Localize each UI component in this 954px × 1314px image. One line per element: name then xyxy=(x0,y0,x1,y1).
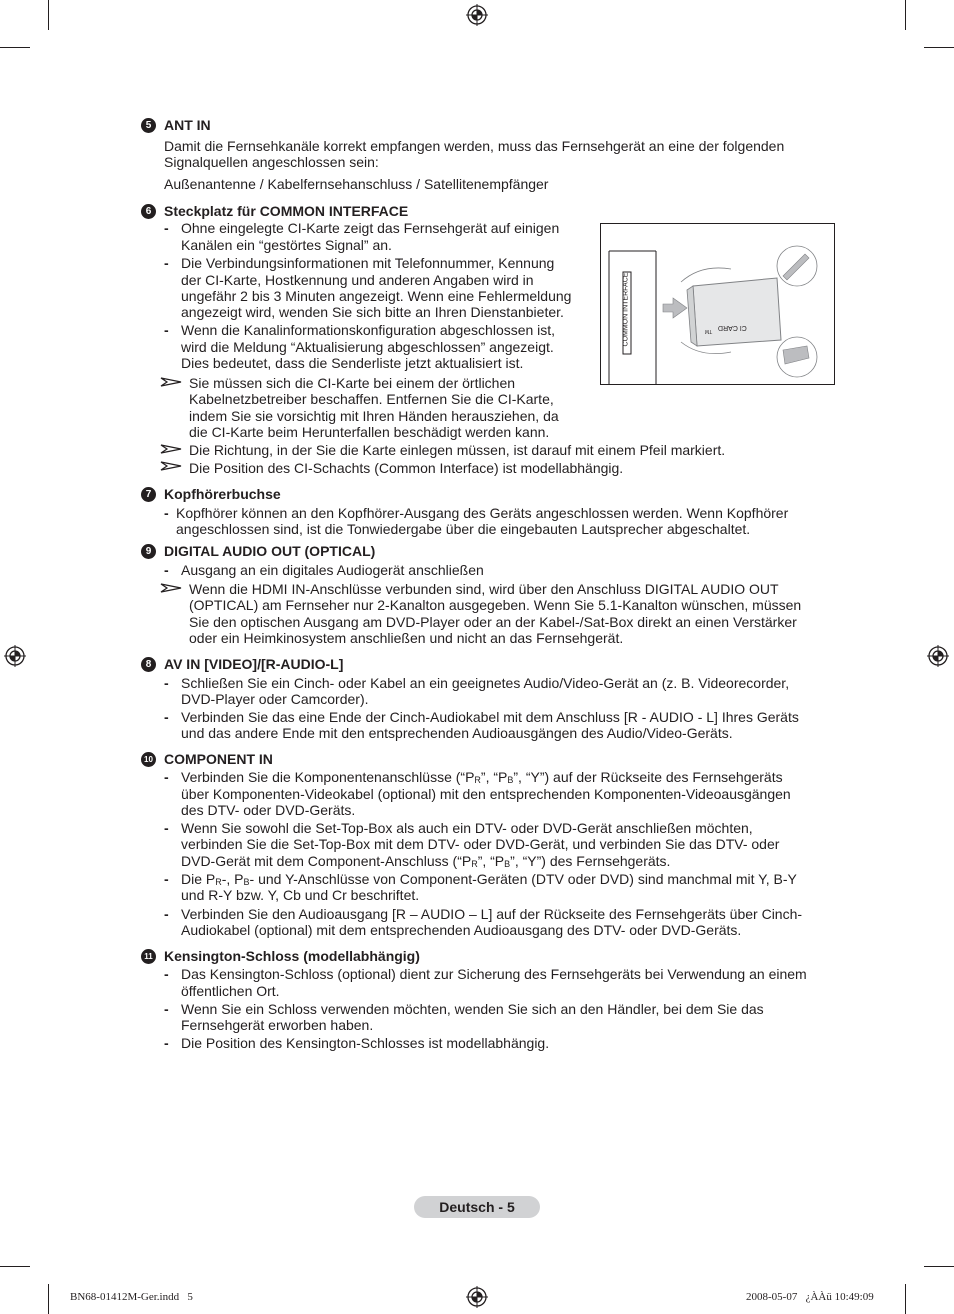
date-slug: 2008-05-07 ¿ÀÀü 10:49:09 xyxy=(746,1291,874,1303)
bullet-line: ungefähr 2 bis 3 Minuten angezeigt. Wenn eine Fehlermeldung xyxy=(181,288,572,304)
note-arrow-icon xyxy=(160,444,182,454)
note-line: Sie müssen sich die CI-Karte bei einem der örtlichen xyxy=(189,375,516,391)
note-arrow-icon xyxy=(160,583,182,593)
crop-mark xyxy=(48,0,49,30)
note-arrow-icon xyxy=(160,461,182,471)
crop-mark xyxy=(48,1284,49,1314)
note-arrow-icon xyxy=(160,377,182,387)
bullet-line: und das andere Ende mit den entsprechenden Audioausgängen des Audio/Video-Geräts. xyxy=(181,725,733,741)
note-line: indem Sie sie vorsichtig mit Ihren Händen herausziehen, da xyxy=(189,408,559,424)
bullet-dash: - xyxy=(164,1035,169,1051)
section-title: DIGITAL AUDIO OUT (OPTICAL) xyxy=(164,543,376,559)
bullet-line: Kanälen ein “gestörtes Signal” an. xyxy=(181,237,392,253)
note-line: Die Richtung, in der Sie die Karte einlegen müssen, ist darauf mit einem Pfeil markiert. xyxy=(189,442,726,458)
registration-mark-icon xyxy=(466,4,488,26)
section-title: Steckplatz für COMMON INTERFACE xyxy=(164,203,409,219)
bullet-dash: - xyxy=(164,906,169,922)
bullet-line: Dies bedeutet, dass die Senderliste jetzt aktualisiert ist. xyxy=(181,355,524,371)
bullet-line: des DTV- oder DVD-Geräts. xyxy=(181,802,356,818)
bullet-line: Ohne eingelegte CI-Karte zeigt das Fernsehgerät auf einigen xyxy=(181,220,560,236)
crop-mark xyxy=(924,1266,954,1267)
text-run: Die P xyxy=(181,871,216,887)
note-line: Wenn die HDMI IN-Anschlüsse verbunden sind, wird über den Anschluss DIGITAL AUDIO OUT xyxy=(189,581,779,597)
section-number-icon: 10 xyxy=(141,752,156,767)
bullet-line: Fernsehgerät erworben haben. xyxy=(181,1017,374,1033)
bullet-line: verbinden Sie die Set-Top-Box mit dem DTV- oder DVD-Gerät, und verbinden Sie das DTV- oder xyxy=(181,836,780,852)
bullet-line: öffentlichen Ort. xyxy=(181,983,280,999)
section-number-icon: 9 xyxy=(141,544,156,559)
bullet-line: angeschlossen sind, ist die Tonwiedergabe über die eingebauten Lautsprecher abgeschaltet. xyxy=(176,521,751,537)
crop-mark xyxy=(905,0,906,30)
bullet-dash: - xyxy=(164,871,169,887)
bullet-line: Verbinden Sie den Audioausgang [R – AUDIO – L] auf der Rückseite des Fernsehgeräts über Cinch- xyxy=(181,906,803,922)
bullet-line: angezeigt wird, wenden Sie sich bitte an Ihren Dienstanbieter. xyxy=(181,304,564,320)
bullet-line: Schließen Sie ein Cinch- oder Kabel an ein geeignetes Audio/Video-Gerät an (z. B. Videorecorder, xyxy=(181,675,790,691)
paragraph-line: Signalquellen angeschlossen sein: xyxy=(164,154,379,170)
bullet-line: der CI-Karte, Hostkennung und anderen Angaben wird in xyxy=(181,272,534,288)
section-number-icon: 6 xyxy=(141,204,156,219)
note-line: Die Position des CI-Schachts (Common Interface) ist modellabhängig. xyxy=(189,460,624,476)
note-line: Sie den optischen Ausgang am DVD-Player oder an der Kabel-/Sat-Box direkt an einen Verstärker xyxy=(189,614,797,630)
bullet-dash: - xyxy=(164,966,169,982)
bullet-line xyxy=(181,853,670,873)
registration-mark-icon xyxy=(927,645,949,667)
bullet-dash: - xyxy=(164,505,169,521)
bullet-line: Die Position des Kensington-Schlosses ist modellabhängig. xyxy=(181,1035,550,1051)
section-title: AV IN [VIDEO]/[R-AUDIO-L] xyxy=(164,656,344,672)
bullet-dash: - xyxy=(164,322,169,338)
section-number-icon: 5 xyxy=(141,118,156,133)
bullet-line: wird die Meldung “Aktualisierung abgeschlossen” angezeigt. xyxy=(181,339,554,355)
section-number-icon: 7 xyxy=(141,487,156,502)
bullet-line: Wenn Sie sowohl die Set-Top-Box als auch ein DTV- oder DVD-Gerät anschließen möchten, xyxy=(181,820,753,836)
subscript: B xyxy=(507,775,514,785)
card-label: CI CARD xyxy=(718,324,747,331)
registration-mark-icon xyxy=(466,1286,488,1308)
bullet-line: über Komponenten-Videokabel (optional) mit den entsprechenden Komponenten-Videoausgängen xyxy=(181,786,791,802)
crop-mark xyxy=(924,47,954,48)
section-title: ANT IN xyxy=(164,117,211,133)
bullet-line: DVD-Player oder Camcorder). xyxy=(181,691,369,707)
bullet-line: Verbinden Sie das eine Ende der Cinch-Audiokabel mit dem Anschluss [R - AUDIO - L] Ihres Geräts xyxy=(181,709,799,725)
note-line: (OPTICAL) am Fernseher nur 2-Kanalton ausgegeben. Wenn Sie 5.1-Kanalton wünschen, müssen xyxy=(189,597,802,613)
crop-mark xyxy=(0,1266,30,1267)
bullet-line: Ausgang an ein digitales Audiogerät anschließen xyxy=(181,562,484,578)
bullet-line: Die Verbindungsinformationen mit Telefonnummer, Kennung xyxy=(181,255,555,271)
section-title: Kopfhörerbuchse xyxy=(164,486,281,502)
file-slug: BN68-01412M-Ger.indd 5 xyxy=(70,1291,193,1303)
section-title: Kensington-Schloss (modellabhängig) xyxy=(164,948,420,964)
ci-card-figure xyxy=(600,223,835,385)
text-run: ”, “Y”) auf der Rückseite des Fernsehgeräts xyxy=(513,769,783,785)
subscript: B xyxy=(243,877,250,887)
text-run: -, P xyxy=(221,871,244,887)
registration-mark-icon xyxy=(4,645,26,667)
text-run: Verbinden Sie die Komponentenanschlüsse (“P xyxy=(181,769,475,785)
bullet-dash: - xyxy=(164,709,169,725)
bullet-line: Wenn die Kanalinformationskonfiguration abgeschlossen ist, xyxy=(181,322,556,338)
crop-mark xyxy=(0,47,30,48)
section-number-icon: 11 xyxy=(141,949,156,964)
bullet-line: Kopfhörer können an den Kopfhörer-Ausgang des Geräts angeschlossen werden. Wenn Kopfhörer xyxy=(176,505,789,521)
subscript: R xyxy=(471,859,478,869)
text-run: DVD-Gerät mit dem Component-Anschluss (“P xyxy=(181,853,472,869)
bullet-dash: - xyxy=(164,220,169,236)
bullet-dash: - xyxy=(164,820,169,836)
ci-card-illustration xyxy=(601,224,834,384)
bullet-dash: - xyxy=(164,675,169,691)
text-run: ”, “P xyxy=(477,853,505,869)
bullet-dash: - xyxy=(164,562,169,578)
section-number-icon: 8 xyxy=(141,657,156,672)
bullet-line: Audiokabel (optional) mit dem entsprechenden Audioausgang des DTV- oder DVD-Geräts. xyxy=(181,922,742,938)
paragraph-line: Damit die Fernsehkanäle korrekt empfangen werden, muss das Fernsehgerät an eine der folgenden xyxy=(164,138,785,154)
card-mark: TM xyxy=(705,328,713,334)
crop-mark xyxy=(905,1284,906,1314)
bullet-dash: - xyxy=(164,1001,169,1017)
section-title: COMPONENT IN xyxy=(164,751,273,767)
bullet-line: Das Kensington-Schloss (optional) dient zur Sicherung des Fernsehgeräts bei Verwendung an einem xyxy=(181,966,807,982)
text-run: - und Y-Anschlüsse von Component-Geräten (DTV oder DVD) sind manchmal mit Y, B-Y xyxy=(249,871,797,887)
subscript: R xyxy=(215,877,222,887)
note-line: oder ein Heimkinosystem anschließen und nicht an das Fernsehgerät. xyxy=(189,630,624,646)
note-line: Kabelnetzbetreiber beschaffen. Entfernen Sie die CI-Karte, xyxy=(189,391,554,407)
subscript: B xyxy=(504,859,511,869)
bullet-line: Wenn Sie ein Schloss verwenden möchten, wenden Sie sich an den Händler, bei dem Sie das xyxy=(181,1001,764,1017)
bullet-dash: - xyxy=(164,255,169,271)
slot-label: COMMON INTERFACE xyxy=(622,272,630,347)
bullet-line: und R-Y bzw. Y, Cb und Cr beschriftet. xyxy=(181,887,420,903)
paragraph-line: Außenantenne / Kabelfernsehanschluss / Satellitenempfänger xyxy=(164,176,549,192)
note-line: die CI-Karte beim Herunterfallen beschädigt werden kann. xyxy=(189,424,550,440)
page-number-label: Deutsch - 5 xyxy=(414,1196,540,1218)
text-run: ”, “Y”) des Fernsehgeräts. xyxy=(510,853,671,869)
subscript: R xyxy=(474,775,481,785)
text-run: ”, “P xyxy=(480,769,508,785)
bullet-dash: - xyxy=(164,769,169,785)
